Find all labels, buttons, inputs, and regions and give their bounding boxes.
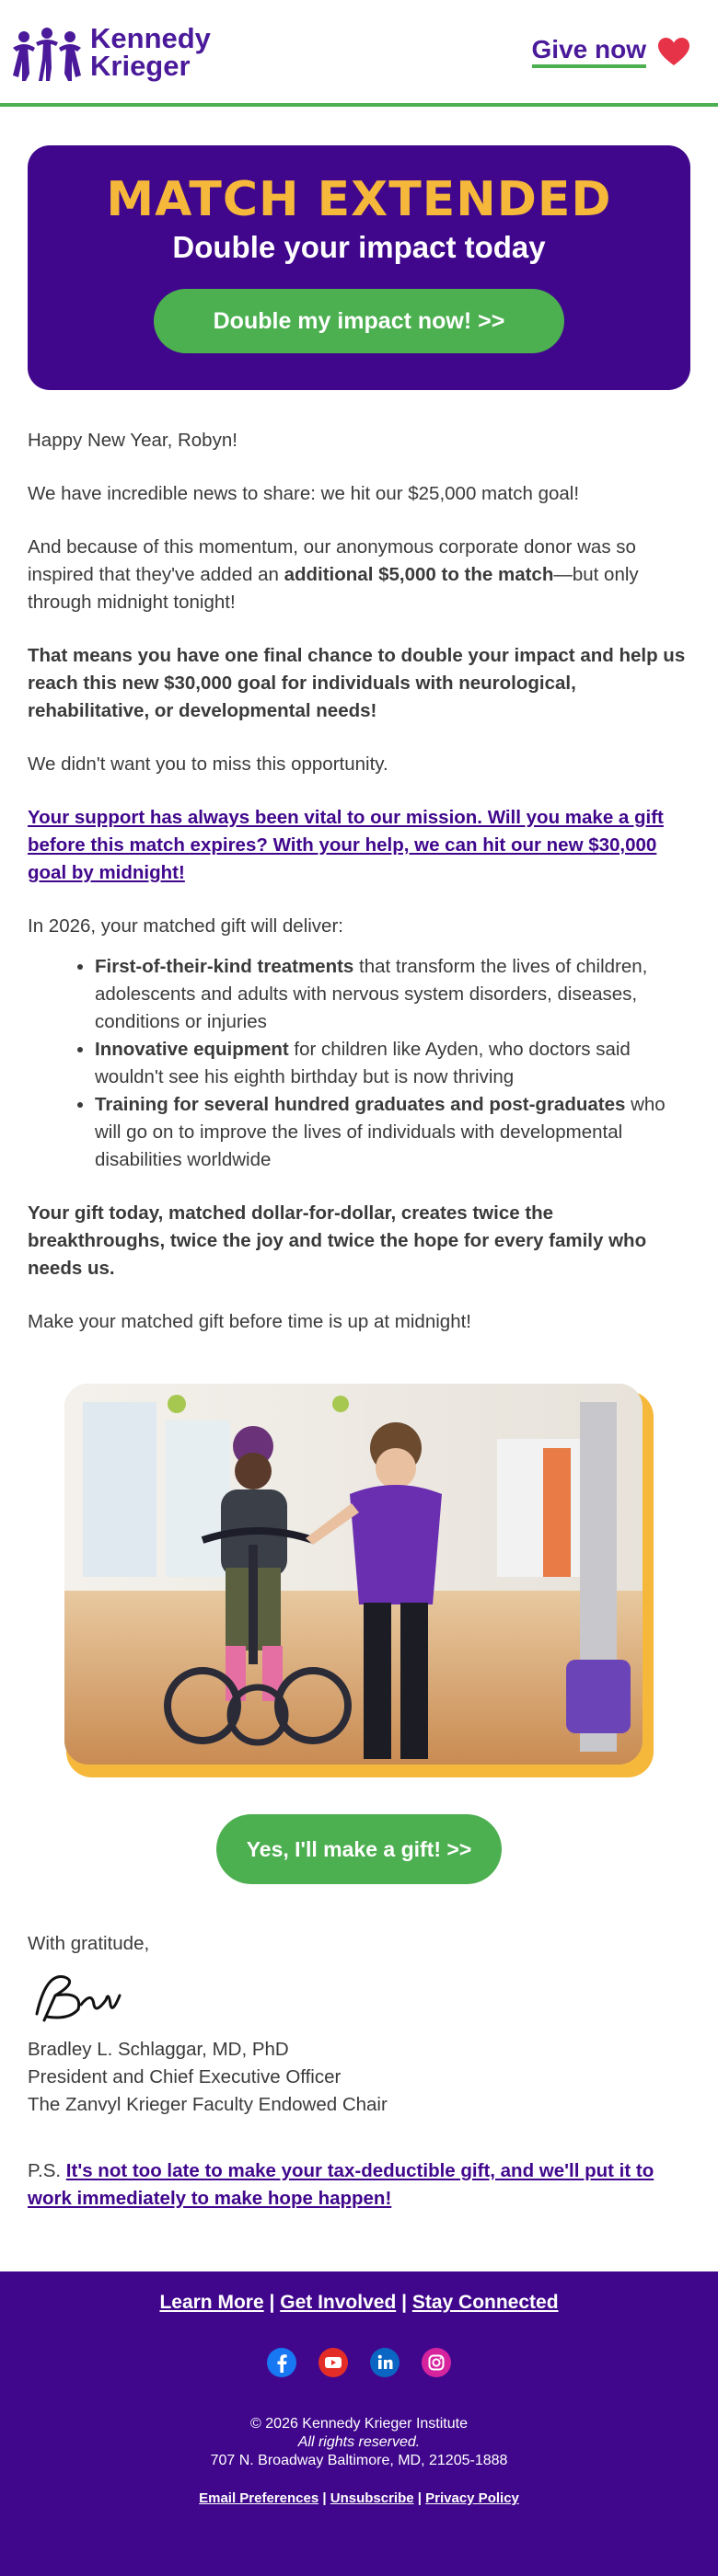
hero-subtitle: Double your impact today <box>172 230 546 264</box>
instagram-icon[interactable] <box>421 2347 452 2378</box>
list-item-text: who will go on to improve the lives of individuals with developmental disabilities worldwide <box>95 1094 666 1170</box>
footer-separator: | <box>269 2292 275 2313</box>
privacy-policy-link[interactable]: Privacy Policy <box>425 2490 519 2506</box>
list-item <box>95 1036 690 1091</box>
paragraph-deliver: In 2026, your matched gift will deliver: <box>28 915 343 937</box>
get-involved-link[interactable]: Get Involved <box>280 2292 397 2313</box>
logo-line2: Krieger <box>90 50 191 82</box>
therapy-photo <box>64 1384 643 1765</box>
ps-link[interactable]: It's not too late to make your tax-deductible gift, and we'll put it to work immediately to make hope happen! <box>28 2160 654 2209</box>
kennedy-krieger-logo[interactable] <box>9 20 211 85</box>
double-impact-button[interactable]: Double my impact now! >> <box>154 289 564 353</box>
paragraph-opportunity: We didn't want you to miss this opportunity. <box>28 753 388 775</box>
unsubscribe-link[interactable]: Unsubscribe <box>330 2490 414 2506</box>
footer-nav <box>0 2292 718 2314</box>
email-body <box>0 427 718 1336</box>
list-item-text: for children like Ayden, who doctors said wouldn't see his eighth birthday but is now thriving <box>95 1039 631 1087</box>
paragraph-match-goal: We have incredible news to share: we hit our $25,000 match goal! <box>28 483 580 504</box>
email-preferences-link[interactable]: Email Preferences <box>199 2490 319 2506</box>
paragraph-twice <box>28 1200 690 1282</box>
give-now-area <box>532 35 690 68</box>
footer-separator: | <box>417 2490 422 2506</box>
rights-reserved: All rights reserved. <box>297 2434 421 2450</box>
impact-list <box>28 953 690 1174</box>
signer-chair: The Zanvyl Krieger Faculty Endowed Chair <box>28 2094 388 2115</box>
make-gift-button[interactable]: Yes, I'll make a gift! >> <box>216 1814 502 1884</box>
address: 707 N. Broadway Baltimore, MD, 21205-1888 <box>210 2453 508 2468</box>
donor-bold: additional $5,000 to the match <box>284 564 554 585</box>
closing-text: With gratitude, <box>28 1933 150 1954</box>
list-item-bold: Innovative equipment <box>95 1039 289 1060</box>
list-item-bold: Training for several hundred graduates and post-graduates <box>95 1094 626 1115</box>
give-now-link[interactable]: Give now <box>532 35 646 68</box>
learn-more-link[interactable]: Learn More <box>159 2292 264 2313</box>
support-gift-link[interactable]: Your support has always been vital to our mission. Will you make a gift before this match expires? With your help, we can hit our new $30,000 goal by midnight! <box>28 807 664 883</box>
second-cta <box>0 1814 718 1884</box>
email-header <box>0 0 718 107</box>
footer-legal <box>0 2490 718 2506</box>
logo-wordmark <box>90 22 211 82</box>
donor-text-1: And because of this momentum, our anonymous corporate donor was so inspired that they've added an <box>28 536 636 585</box>
greeting: Happy New Year, Robyn! <box>28 430 237 451</box>
list-item <box>95 953 690 1036</box>
list-item-text: that transform the lives of children, adolescents and adults with nervous system disorders, diseases, conditions or injuries <box>95 956 648 1032</box>
final-chance-bold: That means you have one final chance to double your impact and help us reach this new $30,000 goal for individuals with neurological, rehabilitative, or developmental needs! <box>28 645 686 721</box>
signer-name: Bradley L. Schlaggar, MD, PhD <box>28 2039 289 2060</box>
list-item <box>95 1091 690 1174</box>
linkedin-icon[interactable] <box>369 2347 400 2378</box>
signer-title: President and Chief Executive Officer <box>28 2066 342 2087</box>
hero-banner <box>28 145 690 390</box>
heart-icon <box>657 37 690 66</box>
signoff <box>0 1930 718 2119</box>
list-item-bold: First-of-their-kind treatments <box>95 956 354 977</box>
photo-frame <box>64 1384 654 1777</box>
stay-connected-link[interactable]: Stay Connected <box>411 2292 559 2313</box>
therapy-illustration <box>64 1384 643 1765</box>
footer-separator: | <box>401 2292 407 2313</box>
logo-figures-icon <box>9 20 85 85</box>
twice-bold: Your gift today, matched dollar-for-dollar, creates twice the breakthroughs, twice the joy and twice the hope for every family who needs us. <box>28 1202 647 1279</box>
paragraph-donor <box>28 534 690 616</box>
email-footer <box>0 2271 718 2576</box>
paragraph-midnight: Make your matched gift before time is up at midnight! <box>28 1311 471 1332</box>
ps-prefix: P.S. <box>28 2160 66 2181</box>
paragraph-final-chance <box>28 642 690 725</box>
signature-image <box>28 1963 129 2028</box>
facebook-icon[interactable] <box>266 2347 297 2378</box>
youtube-icon[interactable] <box>318 2347 349 2378</box>
hero-title: MATCH EXTENDED <box>106 172 612 227</box>
footer-separator: | <box>322 2490 327 2506</box>
logo-line1: Kennedy <box>90 22 211 54</box>
footer-info <box>0 2415 718 2470</box>
social-icons <box>0 2347 718 2378</box>
postscript <box>0 2157 718 2213</box>
paragraph-support-link <box>28 804 690 887</box>
copyright: © 2026 Kennedy Krieger Institute <box>250 2416 468 2432</box>
donor-text-2: —but only through midnight tonight! <box>28 564 639 613</box>
